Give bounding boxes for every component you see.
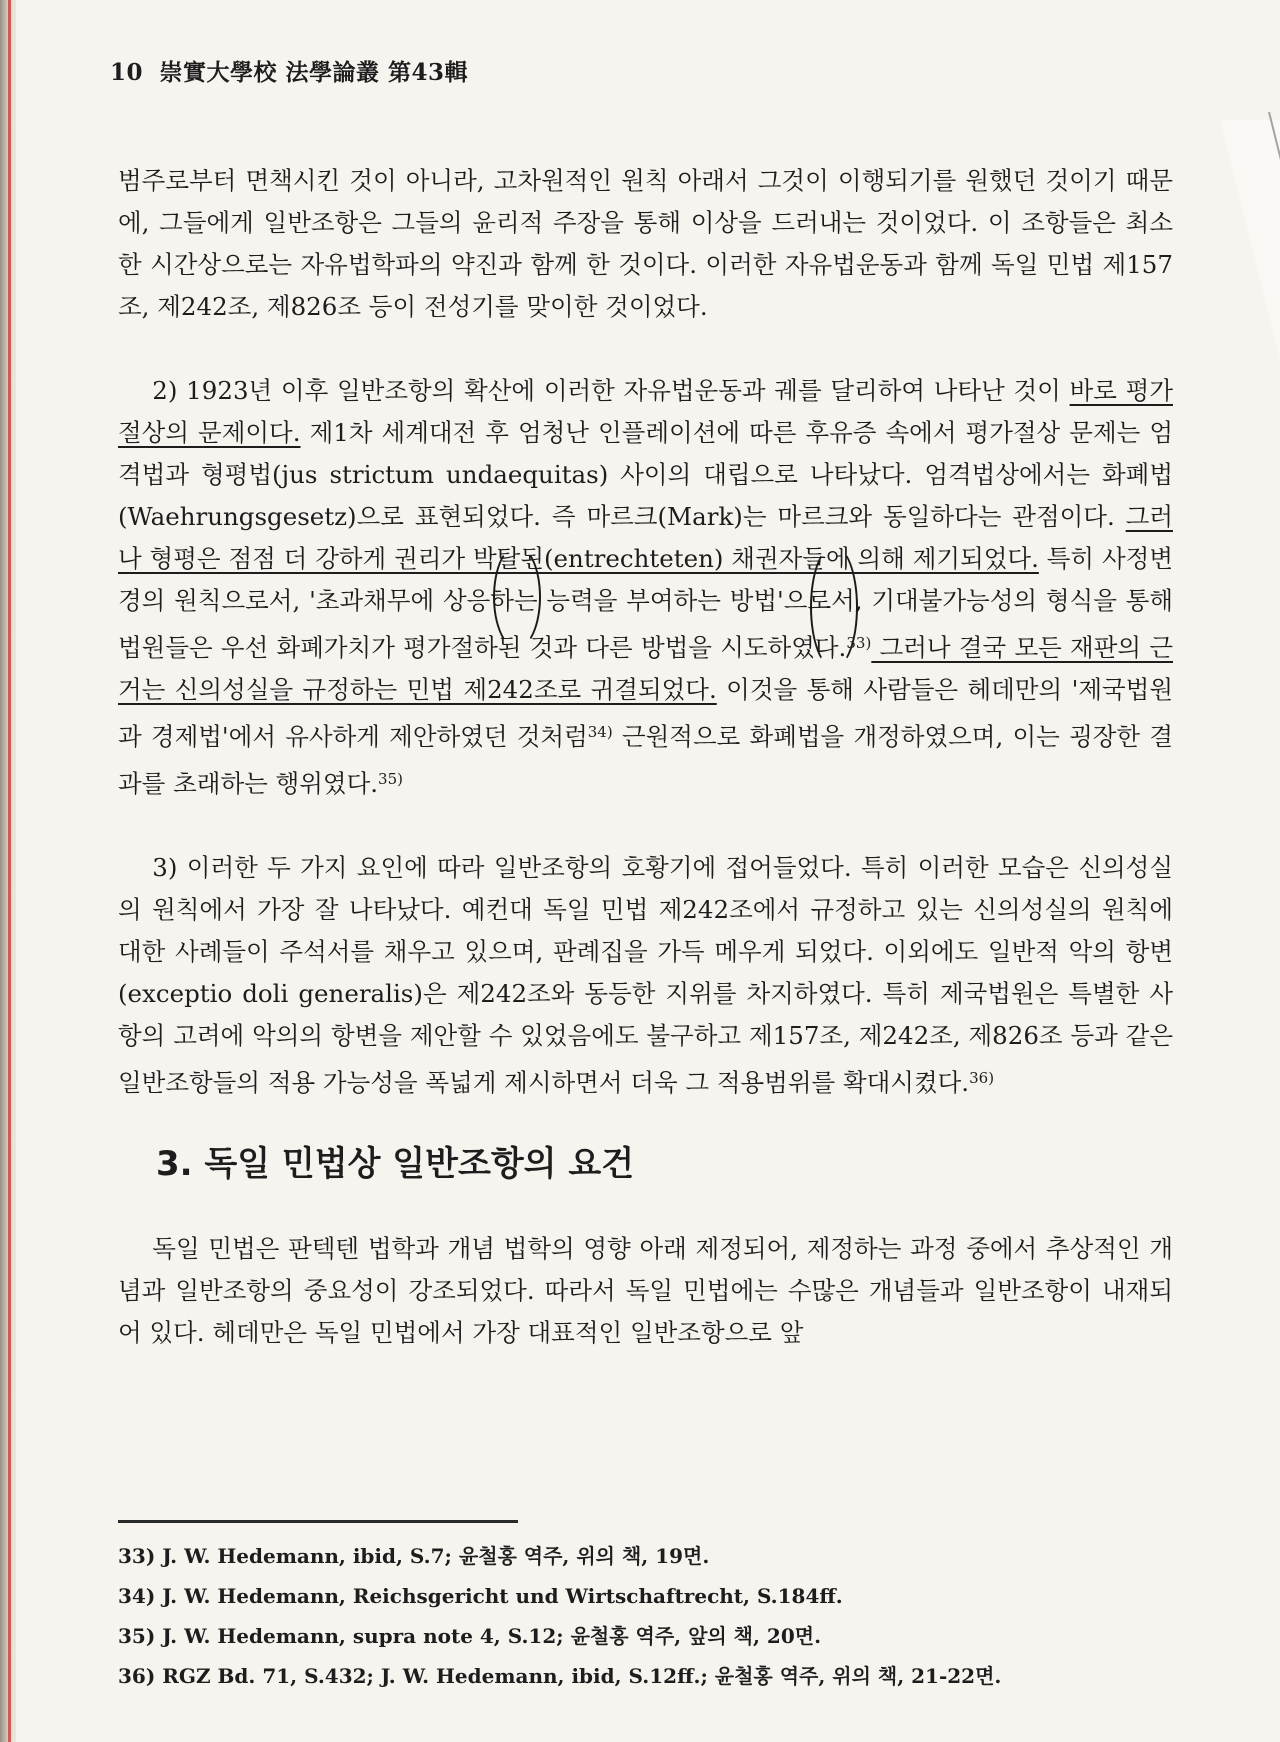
para2-intro: 2) 1923년 이후 일반조항의 확산에 이러한 자유법운동과 궤를 달리하여 나타난 것이 [152,376,1070,405]
footnote-33: 33) J. W. Hedemann, ibid, S.7; 윤철홍 역주, 위의 책, 19면. [118,1544,710,1568]
para2-text-1: 제1차 세계대전 후 엄청난 인플레이션에 따른 후유증 속에서 평가절상 문제는 엄격법과 형평법(jus strictum undaequitas) 사이의 대립으로 나타났다. 엄격법상에서는 화폐법(Waehrungsgesetz)으로 표현되었다. 즉 마르크(Mark)는 마르크와 동일하다는 관점이다. [118,418,1173,531]
paragraph-3 [118,847,1173,1104]
journal-title: 崇實大學校 法學論叢 第43輯 [159,59,469,86]
footnotes [118,1536,1173,1696]
page-corner-fold [1220,120,1280,360]
footnote-ref-34: 34) [587,723,613,741]
para2-text-2: 특히 사정변경의 원칙으로서, '초과채무에 상응하는 능력을 부여하는 방법'으로서, 기대불가능성의 형식을 통해 법원들은 우선 화폐가치가 평가절하된 것과 다른 방법을 시도하였다. [118,544,1173,662]
page-number: 10 [110,59,144,86]
footnote-36: 36) RGZ Bd. 71, S.432; J. W. Hedemann, ibid, S.12ff.; 윤철홍 역주, 위의 책, 21-22면. [118,1664,1002,1688]
footnote-ref-33: 33) [846,634,872,652]
underlined-phrase-2: 그러나 형평은 점점 더 강하게 권리가 박탈된(entrechteten) 채권자들에 의해 제기되었다. [118,502,1173,573]
section-heading: 3. 독일 민법상 일반조항의 요건 [156,1144,635,1184]
book-gutter-shadow [0,0,14,1742]
para2-text-4: 근원적으로 화폐법을 개정하였으며, 이는 굉장한 결과를 초래하는 행위였다. [118,722,1173,798]
paragraph-4: 독일 민법은 판텍텐 법학과 개념 법학의 영향 아래 제정되어, 제정하는 과정 중에서 추상적인 개념과 일반조항의 중요성이 강조되었다. 따라서 독일 민법에는 수많은 개념들과 일반조항이 내재되어 있다. 헤데만은 독일 민법에서 가장 대표적인 일반조항으로 앞 [118,1234,1173,1347]
para3-text: 3) 이러한 두 가지 요인에 따라 일반조항의 호황기에 접어들었다. 특히 이러한 모습은 신의성실의 원칙에서 가장 잘 나타났다. 예컨대 독일 민법 제242조에서 규정하고 있는 신의성실의 원칙에 대한 사례들이 주석서를 채우고 있으며, 판례집을 가득 메우게 되었다. 이외에도 일반적 악의 항변(exceptio doli generalis)은 제242조와 동등한 지위를 차지하였다. 특히 제국법원은 특별한 사항의 고려에 악의의 항변을 제안할 수 있었음에도 불구하고 제157조, 제242조, 제826조 등과 같은 일반조항들의 적용 가능성을 폭넓게 제시하면서 더욱 그 적용범위를 확대시켰다. [118,853,1173,1097]
paragraph-gap [118,805,1173,847]
running-header [110,54,476,87]
footnote-ref-36: 36) [969,1069,995,1087]
footnote-separator [118,1520,518,1523]
book-edge-stripe [8,0,11,1742]
body-text [118,160,1173,1354]
underlined-phrase-3: 그러나 결국 모든 재판의 근거는 신의성실을 규정하는 민법 제242조로 귀결되었다. [118,633,1173,704]
paragraph-2 [118,370,1173,805]
paragraph-gap [118,328,1173,370]
footnote-35: 35) J. W. Hedemann, supra note 4, S.12; 윤철홍 역주, 앞의 책, 20면. [118,1624,822,1648]
pen-bracket-right [810,545,858,669]
paragraph-continuation: 범주로부터 면책시킨 것이 아니라, 고차원적인 원칙 아래서 그것이 이행되기를 원했던 것이기 때문에, 그들에게 일반조항은 그들의 윤리적 주장을 통해 이상을 드러내는 것이었다. 이 조항들은 최소한 시간상으로는 자유법학파의 약진과 함께 한 것이다. 이러한 자유법운동과 함께 독일 민법 제157조, 제242조, 제826조 등이 전성기를 맞이한 것이었다. [118,166,1173,321]
footnote-34: 34) J. W. Hedemann, Reichsgericht und Wirtschaftrecht, S.184ff. [118,1584,843,1608]
underlined-phrase-1: 바로 평가절상의 문제이다. [118,376,1173,447]
para2-text-3: 이것을 통해 사람들은 헤데만의 '제국법원과 경제법'에서 유사하게 제안하였던 것처럼 [118,675,1174,751]
pen-bracket-left [493,545,541,649]
footnote-ref-35: 35) [378,770,403,788]
